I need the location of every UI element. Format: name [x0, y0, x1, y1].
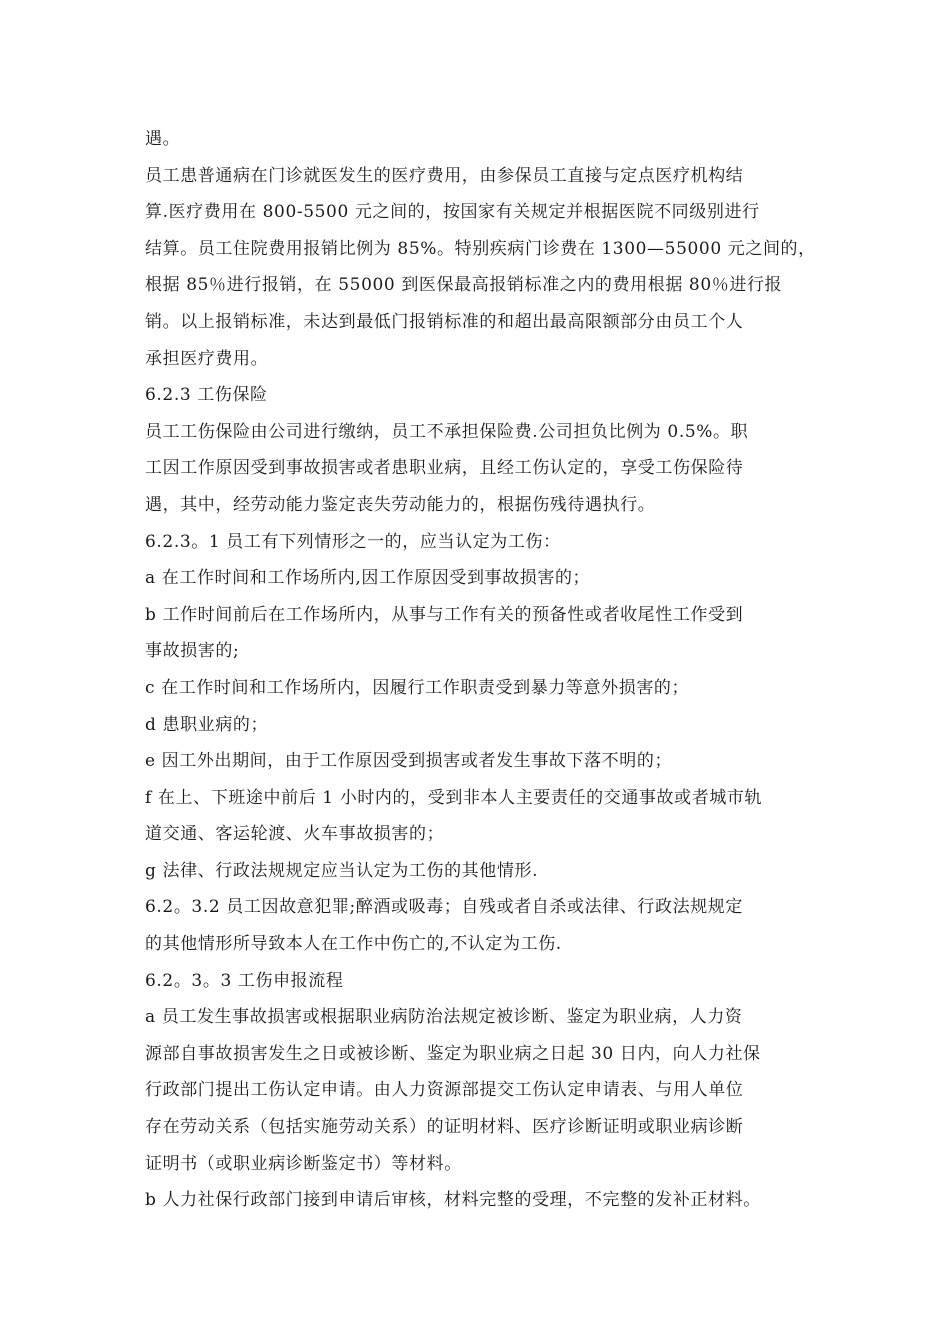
list-item: e 因工外出期间，由于工作原因受到损害或者发生事故下落不明的； [145, 751, 673, 772]
text-line: 源部自事故损害发生之日或被诊断、鉴定为职业病之日起 30 日内，向人力社保 [145, 1043, 761, 1064]
text-line: 事故损害的; [145, 641, 240, 662]
subsection-heading: 6.2。3.2 员工因故意犯罪;醉酒或吸毒；自残或者自杀或法律、行政法规规定 [145, 897, 744, 918]
text-line: 道交通、客运轮渡、火车事故损害的； [145, 824, 445, 845]
subsection-heading: 6.2.3。1 员工有下列情形之一的，应当认定为工伤： [145, 531, 561, 552]
list-item: d 患职业病的； [145, 714, 269, 735]
section-heading: 6.2.3 工伤保险 [145, 385, 268, 406]
text-line: 销。以上报销标准，未达到最低门报销标准的和超出最高限额部分由员工个人 [145, 311, 744, 332]
text-line: 员工患普通病在门诊就医发生的医疗费用，由参保员工直接与定点医疗机构结 [145, 165, 744, 186]
document-body [145, 121, 825, 1219]
text-line: 遇。 [145, 129, 181, 149]
text-line: 员工工伤保险由公司进行缴纳，员工不承担保险费.公司担负比例为 0.5%。职 [145, 421, 749, 442]
list-item: b 人力社保行政部门接到申请后审核，材料完整的受理，不完整的发补正材料。 [145, 1190, 761, 1211]
text-line: 根据 85％进行报销，在 55000 到医保最高报销标准之内的费用根据 80％进行报 [145, 275, 783, 296]
list-item: a 在工作时间和工作场所内,因工作原因受到事故损害的； [145, 568, 591, 589]
list-item: b 工作时间前后在工作场所内，从事与工作有关的预备性或者收尾性工作受到 [145, 604, 744, 625]
text-line: 结算。员工住院费用报销比例为 85%。特别疾病门诊费在 1300—55000 元之间的， [145, 238, 816, 259]
text-line: 承担医疗费用。 [145, 348, 269, 369]
text-line: 证明书（或职业病诊断鉴定书）等材料。 [145, 1153, 462, 1174]
text-line: 存在劳动关系（包括实施劳动关系）的证明材料、医疗诊断证明或职业病诊断 [145, 1117, 744, 1138]
list-item: a 员工发生事故损害或根据职业病防治法规定被诊断、鉴定为职业病，人力资 [145, 1007, 743, 1028]
list-item: g 法律、行政法规规定应当认定为工伤的其他情形. [145, 860, 539, 881]
list-item: f 在上、下班途中前后 1 小时内的，受到非本人主要责任的交通事故或者城市轨 [145, 787, 763, 808]
subsection-heading: 6.2。3。3 工伤申报流程 [145, 970, 344, 991]
list-item: c 在工作时间和工作场所内，因履行工作职责受到暴力等意外损害的； [145, 677, 690, 698]
text-line: 工因工作原因受到事故损害或者患职业病，且经工伤认定的，享受工伤保险待 [145, 458, 744, 479]
text-line: 的其他情形所导致本人在工作中伤亡的,不认定为工伤. [145, 934, 562, 955]
text-line: 遇，其中，经劳动能力鉴定丧失劳动能力的，根据伤残待遇执行。 [145, 494, 656, 515]
text-line: 行政部门提出工伤认定申请。由人力资源部提交工伤认定申请表、与用人单位 [145, 1080, 744, 1101]
text-line: 算.医疗费用在 800-5500 元之间的，按国家有关规定并根据医院不同级别进行 [145, 202, 760, 223]
